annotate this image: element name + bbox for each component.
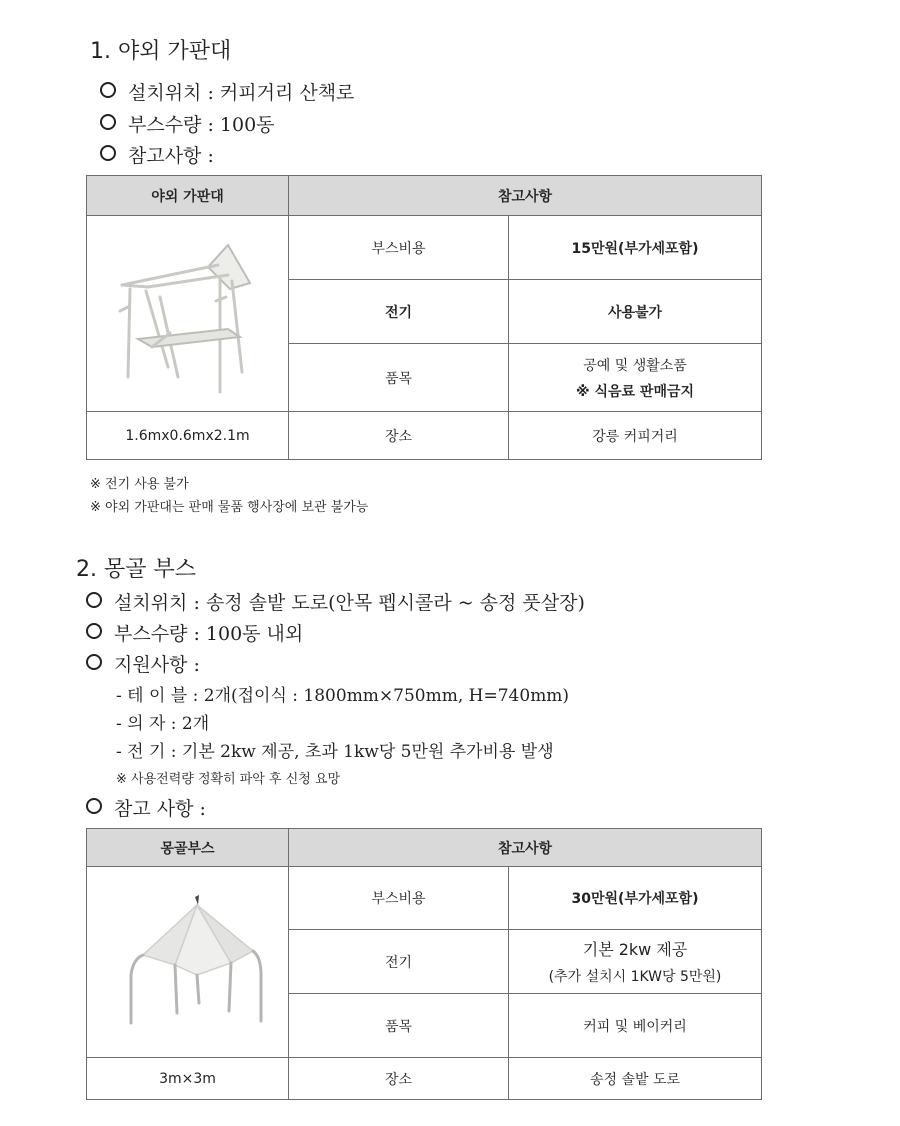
section2-location — [86, 588, 585, 615]
section1-count — [100, 110, 275, 137]
row-label: 부스비용 — [289, 867, 509, 930]
circle-bullet-icon — [100, 114, 116, 130]
row-value: 15만원(부가세포함) — [509, 216, 762, 280]
stall-info-table — [86, 175, 762, 460]
circle-bullet-icon — [86, 798, 102, 814]
table-head-left: 야외 가판대 — [87, 176, 289, 216]
section1-ref — [100, 141, 214, 168]
section2-count — [86, 619, 303, 646]
booth-photo — [87, 867, 289, 1058]
stall-size: 1.6mx0.6mx2.1m — [87, 412, 289, 460]
table-head-right: 참고사항 — [289, 176, 762, 216]
support-item-chair: - 의 자 : 2개 — [116, 714, 210, 734]
row-label: 전기 — [289, 930, 509, 994]
section2-ref — [86, 794, 206, 821]
support-item-power: - 전 기 : 기본 2kw 제공, 초과 1kw당 5만원 추가비용 발생 — [116, 742, 554, 762]
circle-bullet-icon — [86, 592, 102, 608]
table-head-left: 몽골부스 — [87, 829, 289, 867]
location-text: 설치위치 : 커피거리 산책로 — [128, 82, 355, 104]
row-label: 장소 — [289, 412, 509, 460]
circle-bullet-icon — [86, 654, 102, 670]
section1-location — [100, 78, 354, 105]
row-value: 사용불가 — [509, 280, 762, 344]
circle-bullet-icon — [100, 145, 116, 161]
row-value: 강릉 커피거리 — [509, 412, 762, 460]
row-value: 30만원(부가세포함) — [509, 867, 762, 930]
row-label: 장소 — [289, 1058, 509, 1100]
row-label: 품목 — [289, 994, 509, 1058]
mongol-booth-table — [86, 828, 762, 1100]
ref-text: 참고사항 : — [128, 145, 214, 167]
row-value: 커피 및 베이커리 — [509, 994, 762, 1058]
row-label: 부스비용 — [289, 216, 509, 280]
row-value — [509, 344, 762, 412]
ref-text: 참고 사항 : — [114, 798, 206, 820]
circle-bullet-icon — [100, 82, 116, 98]
circle-bullet-icon — [86, 623, 102, 639]
row-value-line1: 기본 2kw 제공 — [582, 940, 688, 959]
section1-note: ※ 전기 사용 불가 — [90, 477, 189, 492]
row-label: 전기 — [289, 280, 509, 344]
section1-title: 1. 야외 가판대 — [90, 39, 232, 64]
support-note: ※ 사용전력량 정확히 파악 후 신청 요망 — [116, 772, 341, 787]
section2-support — [86, 650, 200, 677]
location-text: 설치위치 : 송정 솔밭 도로(안목 펩시콜라 ~ 송정 풋살장) — [114, 592, 585, 614]
section2-title: 2. 몽골 부스 — [76, 557, 196, 582]
tent-icon — [103, 885, 273, 1035]
row-value: 송정 솔밭 도로 — [509, 1058, 762, 1100]
row-value-line2: (추가 설치시 1KW당 5만원) — [548, 969, 722, 985]
row-value — [509, 930, 762, 994]
support-text: 지원사항 : — [114, 654, 200, 676]
section1-note: ※ 야외 가판대는 판매 물품 행사장에 보관 불가능 — [90, 500, 369, 515]
count-text: 부스수량 : 100동 — [128, 114, 275, 136]
support-item-table: - 테 이 블 : 2개(접이식 : 1800mm×750mm, H=740mm) — [116, 686, 570, 706]
count-text: 부스수량 : 100동 내외 — [114, 623, 304, 645]
row-value-line2: ※ 식음료 판매금지 — [575, 383, 695, 400]
stall-photo — [87, 216, 289, 412]
table-head-right: 참고사항 — [289, 829, 762, 867]
row-label: 품목 — [289, 344, 509, 412]
outdoor-stall-icon — [108, 227, 268, 397]
booth-size: 3m×3m — [87, 1058, 289, 1100]
row-value-line1: 공예 및 생활소품 — [583, 357, 687, 374]
